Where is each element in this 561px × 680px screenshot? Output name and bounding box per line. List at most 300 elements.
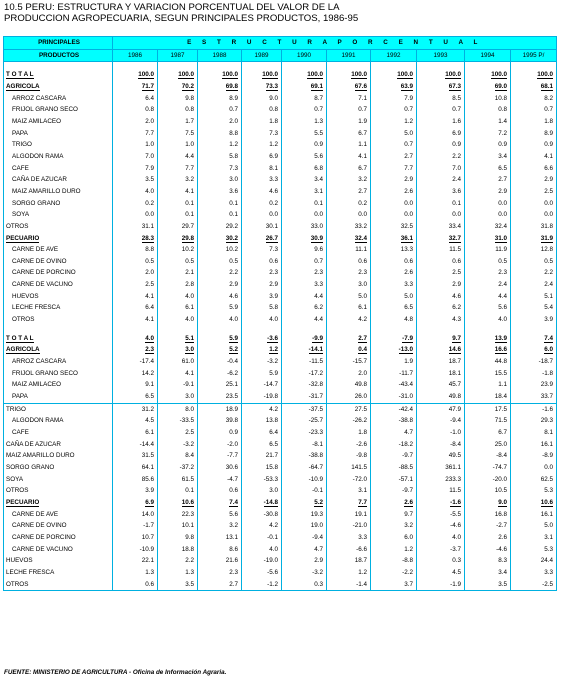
table-cell: 7.7 xyxy=(327,497,371,509)
table-cell: 6.6 xyxy=(511,163,557,175)
table-cell: 2.0 xyxy=(327,368,371,380)
table-cell: 2.8 xyxy=(158,279,198,291)
table-cell: 3.4 xyxy=(282,174,327,186)
table-cell: 31.8 xyxy=(511,221,557,233)
table-row xyxy=(4,474,557,486)
table-cell: 2.5 xyxy=(158,427,198,439)
data-table xyxy=(3,36,557,591)
table-cell: 8.6 xyxy=(198,544,242,556)
table-cell: -26.2 xyxy=(327,415,371,427)
table-cell: -2.7 xyxy=(465,520,511,532)
table-cell: 11.1 xyxy=(327,244,371,256)
table-row xyxy=(4,256,557,268)
table-cell: 0.6 xyxy=(327,256,371,268)
table-cell: 0.9 xyxy=(465,139,511,151)
table-cell: 7.4 xyxy=(198,497,242,509)
row-label: FRIJOL GRANO SECO xyxy=(4,368,113,380)
table-cell: 18.9 xyxy=(198,403,242,415)
table-cell: 3.1 xyxy=(327,485,371,497)
table-cell: 100.0 xyxy=(282,69,327,81)
table-cell: 61.5 xyxy=(158,474,198,486)
table-row xyxy=(4,279,557,291)
table-cell: 31.5 xyxy=(113,450,158,462)
table-cell: 4.3 xyxy=(417,314,465,326)
table-cell: 32.5 xyxy=(371,221,417,233)
table-cell: 1.8 xyxy=(242,116,282,128)
header-row-1 xyxy=(4,37,557,50)
table-cell: -2.6 xyxy=(327,439,371,451)
table-cell: -2.2 xyxy=(371,567,417,579)
table-cell: 5.4 xyxy=(511,302,557,314)
table-cell: 4.0 xyxy=(158,291,198,303)
table-cell: 0.9 xyxy=(417,139,465,151)
table-body xyxy=(4,62,557,591)
table-cell: 30.9 xyxy=(282,233,327,245)
table-cell: -18.2 xyxy=(371,439,417,451)
table-row xyxy=(4,139,557,151)
table-cell: 9.0 xyxy=(242,93,282,105)
header-year: 1992 xyxy=(371,49,417,62)
table-cell: 5.1 xyxy=(511,291,557,303)
table-cell: 5.8 xyxy=(242,302,282,314)
table-cell: 1.2 xyxy=(242,139,282,151)
table-cell: 1.2 xyxy=(327,567,371,579)
table-cell: 10.6 xyxy=(158,497,198,509)
table-cell: 5.9 xyxy=(198,333,242,345)
table-cell: 0.5 xyxy=(113,256,158,268)
table-cell: 9.7 xyxy=(371,509,417,521)
table-cell: 18.7 xyxy=(417,356,465,368)
row-label: OTROS xyxy=(4,221,113,233)
table-cell: -0.1 xyxy=(242,532,282,544)
table-cell: 0.0 xyxy=(511,209,557,221)
table-cell: 69.8 xyxy=(198,81,242,93)
table-cell: 0.7 xyxy=(511,104,557,116)
table-cell: 2.6 xyxy=(371,497,417,509)
table-cell: 0.5 xyxy=(198,256,242,268)
table-row xyxy=(4,174,557,186)
table-cell: 68.1 xyxy=(511,81,557,93)
table-cell: 39.8 xyxy=(198,415,242,427)
table-cell: 1.0 xyxy=(113,139,158,151)
table-cell: -1.6 xyxy=(417,497,465,509)
table-cell: 4.6 xyxy=(417,291,465,303)
table-cell: 63.9 xyxy=(371,81,417,93)
table-row xyxy=(4,69,557,81)
table-cell: 4.1 xyxy=(113,291,158,303)
source-note: FUENTE: MINISTERIO DE AGRICULTURA - Oficina de Información Agraria. xyxy=(4,669,227,676)
table-cell: -15.7 xyxy=(327,356,371,368)
table-cell: 1.9 xyxy=(371,356,417,368)
table-cell: -1.0 xyxy=(417,427,465,439)
table-cell: 4.4 xyxy=(282,314,327,326)
header-year: 1994 xyxy=(465,49,511,62)
table-cell: 4.0 xyxy=(417,532,465,544)
row-label: SORGO GRANO xyxy=(4,462,113,474)
table-cell: 8.2 xyxy=(511,93,557,105)
table-cell: 5.3 xyxy=(511,544,557,556)
table-cell: 2.5 xyxy=(113,279,158,291)
table-title xyxy=(4,2,559,24)
row-label: ARROZ CASCARA xyxy=(4,356,113,368)
table-cell: 5.5 xyxy=(282,128,327,140)
table-cell: 10.1 xyxy=(158,520,198,532)
row-label: AGRICOLA xyxy=(4,344,113,356)
table-cell: 22.1 xyxy=(113,555,158,567)
table-cell: -2.0 xyxy=(198,439,242,451)
table-cell: 7.5 xyxy=(158,128,198,140)
table-row xyxy=(4,520,557,532)
table-cell: 6.1 xyxy=(158,302,198,314)
table-cell: -37.2 xyxy=(158,462,198,474)
table-cell: 21.7 xyxy=(242,450,282,462)
table-cell: 18.4 xyxy=(465,391,511,403)
table-cell: -30.8 xyxy=(242,509,282,521)
table-cell: 2.1 xyxy=(158,267,198,279)
table-cell: 6.7 xyxy=(327,163,371,175)
table-cell: -2.5 xyxy=(511,579,557,591)
row-label: ALGODON RAMA xyxy=(4,151,113,163)
table-cell: 0.6 xyxy=(371,256,417,268)
table-cell: 6.8 xyxy=(282,163,327,175)
table-cell: 0.6 xyxy=(198,485,242,497)
table-row xyxy=(4,198,557,210)
table-cell: 12.8 xyxy=(511,244,557,256)
row-label: MAIZ AMILACEO xyxy=(4,116,113,128)
table-cell: -9.7 xyxy=(371,485,417,497)
table-cell: 2.0 xyxy=(113,116,158,128)
table-cell: 4.5 xyxy=(113,415,158,427)
table-cell: 15.5 xyxy=(465,368,511,380)
table-cell: 25.1 xyxy=(198,379,242,391)
table-cell: 4.1 xyxy=(327,151,371,163)
table-cell: 26.0 xyxy=(327,391,371,403)
table-cell: 0.7 xyxy=(371,104,417,116)
table-cell: 61.0 xyxy=(158,356,198,368)
table-cell: 2.9 xyxy=(465,186,511,198)
table-cell: 0.1 xyxy=(417,198,465,210)
table-cell: 29.7 xyxy=(158,221,198,233)
table-cell: 6.1 xyxy=(327,302,371,314)
table-cell: -38.8 xyxy=(282,450,327,462)
header-year: 1986 xyxy=(113,49,158,62)
table-cell: 0.7 xyxy=(371,139,417,151)
row-label: CARNE DE OVINO xyxy=(4,256,113,268)
table-cell: -20.0 xyxy=(465,474,511,486)
table-cell: 4.1 xyxy=(113,314,158,326)
table-cell: 4.5 xyxy=(417,567,465,579)
table-cell: 3.3 xyxy=(242,174,282,186)
table-cell: 2.4 xyxy=(417,174,465,186)
table-cell: -7.7 xyxy=(198,450,242,462)
table-cell: 13.1 xyxy=(198,532,242,544)
table-cell: 2.9 xyxy=(198,279,242,291)
table-cell: 3.2 xyxy=(327,174,371,186)
table-cell: 2.0 xyxy=(198,116,242,128)
table-cell: -6.6 xyxy=(327,544,371,556)
table-cell: 3.4 xyxy=(465,567,511,579)
table-cell: 0.8 xyxy=(113,104,158,116)
table-cell: 69.0 xyxy=(465,81,511,93)
table-row xyxy=(4,244,557,256)
table-cell: -10.9 xyxy=(113,544,158,556)
table-cell: -1.7 xyxy=(113,520,158,532)
table-cell: 6.4 xyxy=(113,93,158,105)
row-label: T O T A L xyxy=(4,69,113,81)
table-row xyxy=(4,344,557,356)
row-label: MAIZ AMARILLO DURO xyxy=(4,450,113,462)
table-cell: 141.5 xyxy=(327,462,371,474)
row-label: HUEVOS xyxy=(4,291,113,303)
table-cell: 2.3 xyxy=(113,344,158,356)
table-cell: 1.2 xyxy=(198,139,242,151)
table-cell: 10.5 xyxy=(465,485,511,497)
table-cell: 6.4 xyxy=(113,302,158,314)
table-row xyxy=(4,462,557,474)
table-cell: 0.1 xyxy=(158,198,198,210)
table-cell: -42.4 xyxy=(371,403,417,415)
table-cell: -18.7 xyxy=(511,356,557,368)
table-cell: 27.5 xyxy=(327,403,371,415)
table-cell: 1.2 xyxy=(242,344,282,356)
row-label: PAPA xyxy=(4,128,113,140)
table-cell: 5.8 xyxy=(198,151,242,163)
table-cell: 2.9 xyxy=(282,555,327,567)
table-cell: 2.2 xyxy=(158,555,198,567)
table-cell: 3.3 xyxy=(282,279,327,291)
table-cell: 32.7 xyxy=(417,233,465,245)
table-cell: -14.1 xyxy=(282,344,327,356)
row-label: CARNE DE AVE xyxy=(4,509,113,521)
table-cell: 44.8 xyxy=(465,356,511,368)
table-cell: 6.9 xyxy=(242,151,282,163)
table-cell: 0.7 xyxy=(282,256,327,268)
table-cell: -1.9 xyxy=(417,579,465,591)
title-line-1: 10.5 PERU: ESTRUCTURA Y VARIACION PORCENTUAL DEL VALOR DE LA xyxy=(4,2,340,13)
table-row xyxy=(4,555,557,567)
header-year: 1995 P/ xyxy=(511,49,557,62)
table-cell: 7.7 xyxy=(158,163,198,175)
table-row xyxy=(4,379,557,391)
row-label: MAIZ AMILACEO xyxy=(4,379,113,391)
table-cell: 4.0 xyxy=(158,314,198,326)
table-cell: 0.7 xyxy=(417,104,465,116)
table-cell: 3.5 xyxy=(158,579,198,591)
table-cell: 13.3 xyxy=(371,244,417,256)
table-cell: 0.0 xyxy=(242,209,282,221)
table-cell: 5.9 xyxy=(198,302,242,314)
table-cell: 30.1 xyxy=(242,221,282,233)
table-cell: 11.5 xyxy=(417,244,465,256)
table-cell: 0.0 xyxy=(511,462,557,474)
table-cell: 2.5 xyxy=(417,267,465,279)
table-cell: 9.0 xyxy=(465,497,511,509)
table-cell: 6.5 xyxy=(465,163,511,175)
table-cell: 2.2 xyxy=(198,267,242,279)
table-cell: 4.7 xyxy=(282,544,327,556)
table-row xyxy=(4,567,557,579)
table-cell: 9.8 xyxy=(158,532,198,544)
table-cell: 4.6 xyxy=(242,186,282,198)
header-year: 1989 xyxy=(242,49,282,62)
table-cell: 0.0 xyxy=(417,209,465,221)
row-label: CAFE xyxy=(4,427,113,439)
row-label: LECHE FRESCA xyxy=(4,567,113,579)
table-cell: 8.9 xyxy=(198,93,242,105)
table-cell: 19.1 xyxy=(327,509,371,521)
table-cell: 5.0 xyxy=(371,291,417,303)
table-row xyxy=(4,391,557,403)
table-cell: 0.1 xyxy=(198,198,242,210)
table-cell: 64.1 xyxy=(113,462,158,474)
table-cell: 36.1 xyxy=(371,233,417,245)
table-cell: 0.3 xyxy=(282,579,327,591)
table-cell: 6.9 xyxy=(417,128,465,140)
row-label: CARNE DE PORCINO xyxy=(4,267,113,279)
table-cell: 4.1 xyxy=(158,186,198,198)
table-cell: 4.1 xyxy=(158,368,198,380)
table-cell: 2.9 xyxy=(242,279,282,291)
table-cell: -10.9 xyxy=(282,474,327,486)
table-cell: 5.6 xyxy=(465,302,511,314)
table-cell: 5.9 xyxy=(242,368,282,380)
header-year: 1991 xyxy=(327,49,371,62)
table-cell: 13.9 xyxy=(465,333,511,345)
table-cell: 0.5 xyxy=(511,256,557,268)
table-cell: 0.5 xyxy=(465,256,511,268)
table-cell: -19.0 xyxy=(242,555,282,567)
table-cell: 8.8 xyxy=(198,128,242,140)
table-cell: 5.6 xyxy=(198,509,242,521)
table-cell: -9.9 xyxy=(282,333,327,345)
table-cell: 47.9 xyxy=(417,403,465,415)
table-cell: 15.8 xyxy=(242,462,282,474)
table-cell: -21.0 xyxy=(327,520,371,532)
row-label: OTROS xyxy=(4,579,113,591)
table-cell: 31.2 xyxy=(113,403,158,415)
table-row xyxy=(4,509,557,521)
table-cell: 0.1 xyxy=(158,485,198,497)
table-cell: -57.1 xyxy=(371,474,417,486)
table-cell: 1.8 xyxy=(511,116,557,128)
row-label: SOYA xyxy=(4,474,113,486)
table-cell: 4.0 xyxy=(198,314,242,326)
table-row xyxy=(4,450,557,462)
header-estructura: E S T R U C T U R A P O R C E N T U A L xyxy=(113,37,557,50)
table-cell: 0.7 xyxy=(282,104,327,116)
header-row-2 xyxy=(4,49,557,62)
table-cell: 10.2 xyxy=(158,244,198,256)
table-cell: 4.2 xyxy=(327,314,371,326)
table-cell: 8.3 xyxy=(465,555,511,567)
table-row xyxy=(4,291,557,303)
table-cell: 17.5 xyxy=(465,403,511,415)
table-cell: 10.8 xyxy=(465,93,511,105)
table-cell: 2.6 xyxy=(371,186,417,198)
row-label: ARROZ CASCARA xyxy=(4,93,113,105)
table-cell: 0.9 xyxy=(282,139,327,151)
table-cell: -9.8 xyxy=(327,450,371,462)
table-cell: 6.5 xyxy=(113,391,158,403)
table-cell: 33.7 xyxy=(511,391,557,403)
table-cell: 7.1 xyxy=(327,93,371,105)
table-cell: 8.1 xyxy=(242,163,282,175)
table-cell: -14.8 xyxy=(242,497,282,509)
table-cell: 3.4 xyxy=(465,151,511,163)
table-cell: -72.0 xyxy=(327,474,371,486)
table-cell: -14.7 xyxy=(242,379,282,391)
table-cell: 3.2 xyxy=(158,174,198,186)
table-cell: 7.0 xyxy=(417,163,465,175)
table-cell: 18.7 xyxy=(327,555,371,567)
table-cell: 1.8 xyxy=(327,427,371,439)
table-cell: 3.3 xyxy=(511,567,557,579)
table-cell: 100.0 xyxy=(198,69,242,81)
table-cell: 2.2 xyxy=(511,267,557,279)
table-row xyxy=(4,233,557,245)
table-cell: 18.8 xyxy=(158,544,198,556)
table-cell: 6.0 xyxy=(371,532,417,544)
row-label: CARNE DE VACUNO xyxy=(4,279,113,291)
row-label: T O T A L xyxy=(4,333,113,345)
table-cell: 13.8 xyxy=(242,415,282,427)
table-cell: -17.4 xyxy=(113,356,158,368)
row-label: CARNE DE OVINO xyxy=(4,520,113,532)
row-label: TRIGO xyxy=(4,139,113,151)
table-cell: 4.0 xyxy=(465,314,511,326)
row-label: PECUARIO xyxy=(4,497,113,509)
table-cell: -33.5 xyxy=(158,415,198,427)
table-cell: 0.3 xyxy=(417,555,465,567)
table-cell: -11.5 xyxy=(282,356,327,368)
table-cell: 5.1 xyxy=(158,333,198,345)
table-cell: 19.0 xyxy=(282,520,327,532)
table-cell: 6.5 xyxy=(371,302,417,314)
table-cell: 6.7 xyxy=(465,427,511,439)
table-cell: 30.6 xyxy=(198,462,242,474)
table-cell: 1.0 xyxy=(158,139,198,151)
table-cell: 0.0 xyxy=(371,198,417,210)
header-year: 1993 xyxy=(417,49,465,62)
table-cell: -0.4 xyxy=(198,356,242,368)
table-cell: -38.8 xyxy=(371,415,417,427)
table-cell: 7.9 xyxy=(113,163,158,175)
table-cell: 25.0 xyxy=(465,439,511,451)
table-cell: -53.3 xyxy=(242,474,282,486)
table-cell: 3.0 xyxy=(327,279,371,291)
table-cell: -13.0 xyxy=(371,344,417,356)
table-cell: 5.0 xyxy=(511,520,557,532)
row-label: CAFE xyxy=(4,163,113,175)
table-cell: 4.8 xyxy=(371,314,417,326)
row-label: SOYA xyxy=(4,209,113,221)
table-cell: 30.2 xyxy=(198,233,242,245)
table-cell: 1.3 xyxy=(113,567,158,579)
table-row xyxy=(4,93,557,105)
table-cell: 2.5 xyxy=(511,186,557,198)
table-row xyxy=(4,163,557,175)
table-cell: 71.7 xyxy=(113,81,158,93)
table-cell: 0.0 xyxy=(282,209,327,221)
table-row xyxy=(4,333,557,345)
table-cell: 0.7 xyxy=(327,104,371,116)
table-cell: 100.0 xyxy=(327,69,371,81)
table-cell: 5.0 xyxy=(327,291,371,303)
table-cell: 100.0 xyxy=(371,69,417,81)
table-cell: 100.0 xyxy=(113,69,158,81)
table-cell: 8.5 xyxy=(417,93,465,105)
row-label: PAPA xyxy=(4,391,113,403)
